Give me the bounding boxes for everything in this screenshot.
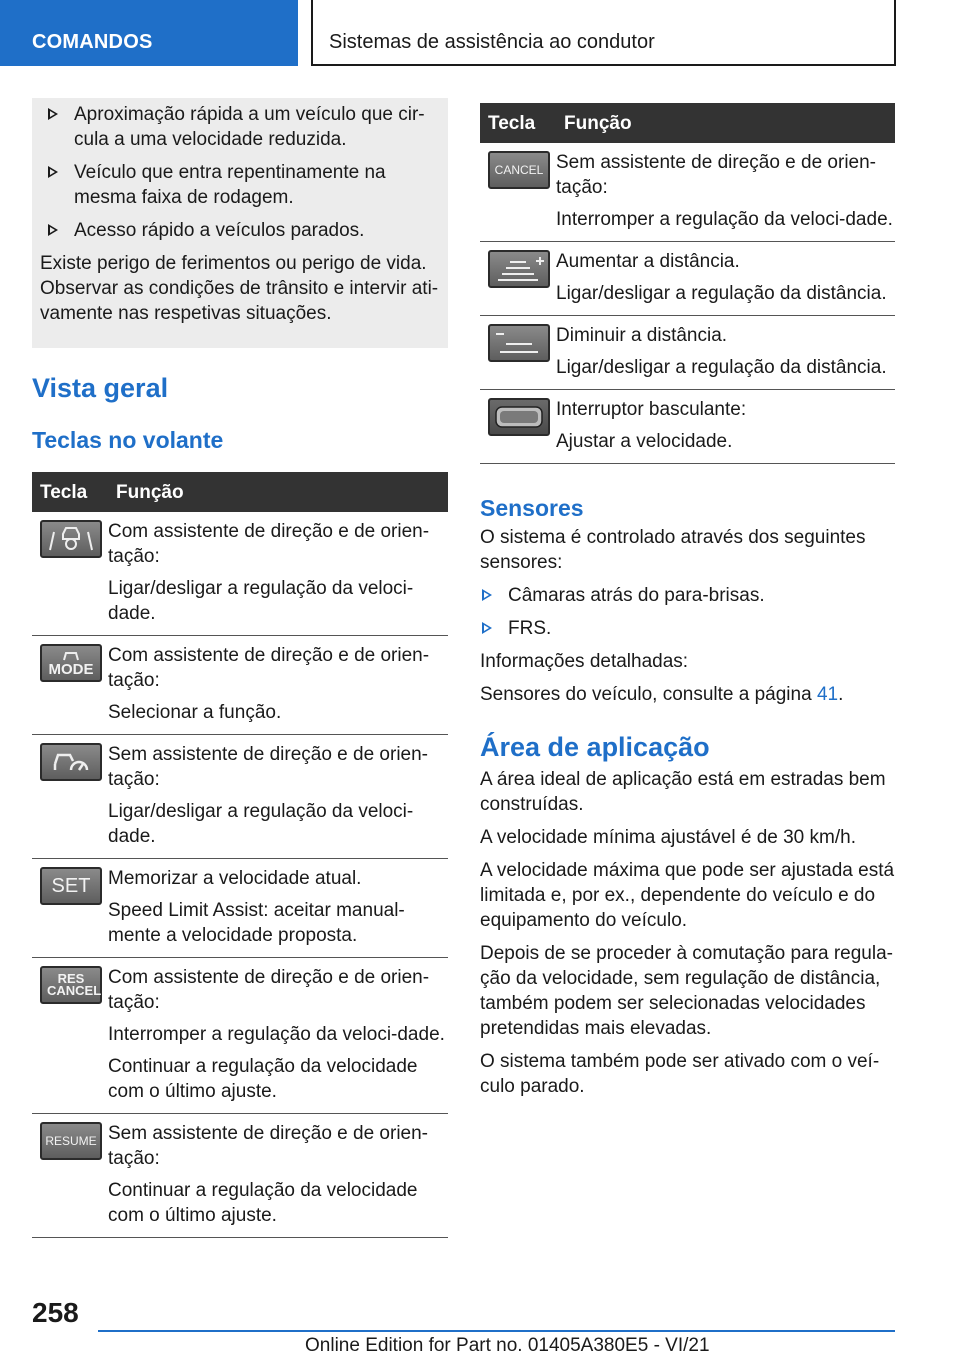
function-text: Ligar/desligar a regulação da veloci-dade.	[108, 801, 414, 847]
table-row	[32, 636, 448, 735]
speed-control-icon	[40, 743, 102, 781]
overview-heading: Vista geral	[32, 373, 169, 403]
function-text: Com assistente de direção e de orien-tação:	[108, 645, 430, 691]
function-text: Sem assistente de direção e de orien-tação:	[108, 744, 429, 790]
table-row	[32, 1114, 448, 1238]
sensors-reference: Sensores do veículo, consulte a página 41.	[480, 684, 844, 705]
column-header-function: Função	[108, 472, 448, 512]
warning-item: Aproximação rápida a um veículo que cir-cula a uma velocidade reduzida.	[40, 102, 440, 152]
steering-keys-heading: Teclas no volante	[32, 427, 224, 453]
set-button-icon: SET	[40, 867, 102, 905]
triangle-bullet-icon	[48, 166, 58, 178]
function-text: Interruptor basculante:	[556, 399, 747, 420]
application-heading: Área de aplicação	[480, 732, 710, 762]
list-item: FRS.	[480, 616, 895, 641]
warning-box	[32, 98, 448, 348]
warning-item: Acesso rápido a veículos parados.	[40, 218, 440, 243]
table-row	[32, 735, 448, 859]
list-item: Câmaras atrás do para-brisas.	[480, 583, 895, 608]
application-paragraph: Depois de se proceder à comutação para regula-ção da velocidade, sem regulação de distância, também podem ser selecionadas velocidades pretendidas mais elevadas.	[480, 943, 893, 1039]
table-row	[480, 390, 895, 464]
chapter-header	[311, 0, 896, 66]
table-row	[32, 958, 448, 1114]
table-header-row	[32, 472, 448, 512]
function-text: Ajustar a velocidade.	[556, 431, 733, 452]
sensors-heading: Sensores	[480, 495, 584, 521]
footer-divider	[98, 1330, 895, 1332]
sensors-list	[480, 583, 895, 641]
page-number: 258	[32, 1297, 79, 1328]
function-text: Ligar/desligar a regulação da veloci-dade.	[108, 578, 414, 624]
function-text: Sem assistente de direção e de orien-tação:	[556, 152, 877, 198]
distance-decrease-icon	[488, 324, 550, 362]
triangle-bullet-icon	[48, 108, 58, 120]
triangle-bullet-icon	[48, 224, 58, 236]
rocker-switch-icon	[488, 398, 550, 436]
chapter-title: Sistemas de assistência ao condutor	[329, 31, 655, 53]
function-text: Selecionar a função.	[108, 702, 282, 723]
left-column	[32, 100, 448, 1238]
function-text: Com assistente de direção e de orien-tação:	[108, 521, 430, 567]
triangle-bullet-icon	[482, 622, 492, 634]
steering-keys-table-continued	[480, 103, 895, 464]
warning-item: Veículo que entra repentinamente na mesma faixa de rodagem.	[40, 160, 440, 210]
column-header-key: Tecla	[480, 103, 556, 143]
warning-list	[40, 102, 440, 243]
table-row	[32, 512, 448, 636]
steering-keys-table	[32, 472, 448, 1238]
application-paragraph: A velocidade mínima ajustável é de 30 km/h.	[480, 827, 856, 848]
function-text: Ligar/desligar a regulação da distância.	[556, 283, 887, 304]
function-text: Continuar a regulação da velocidade com o último ajuste.	[108, 1056, 418, 1102]
table-row	[480, 242, 895, 316]
sensors-intro: O sistema é controlado através dos seguintes sensores:	[480, 527, 866, 573]
function-text: Memorizar a velocidade atual.	[108, 868, 362, 889]
page-link[interactable]: 41	[816, 684, 839, 705]
function-text: Aumentar a distância.	[556, 251, 740, 272]
function-text: Continuar a regulação da velocidade com o último ajuste.	[108, 1180, 418, 1226]
function-text: Ligar/desligar a regulação da distância.	[556, 357, 887, 378]
application-paragraph: A área ideal de aplicação está em estradas bem construídas.	[480, 769, 886, 815]
distance-increase-icon	[488, 250, 550, 288]
section-title: COMANDOS	[32, 31, 153, 53]
function-text: Diminuir a distância.	[556, 325, 728, 346]
mode-button-icon: MODE	[40, 644, 102, 682]
edition-footer: Online Edition for Part no. 01405A380E5 - VI/21	[305, 1335, 710, 1356]
function-text: Interromper a regulação da veloci-dade.	[108, 1024, 445, 1045]
table-row	[480, 316, 895, 390]
table-header-row	[480, 103, 895, 143]
triangle-bullet-icon	[482, 589, 492, 601]
warning-text: Existe perigo de ferimentos ou perigo de vida. Observar as condições de trânsito e intervir ati-vamente nas respetivas situações.	[40, 253, 439, 324]
section-tab	[0, 0, 298, 66]
cancel-button-icon: CANCEL	[488, 151, 550, 189]
function-text: Sem assistente de direção e de orien-tação:	[108, 1123, 429, 1169]
resume-button-icon: RESUME	[40, 1122, 102, 1160]
steering-assist-icon	[40, 520, 102, 558]
table-row	[480, 143, 895, 242]
function-text: Interromper a regulação da veloci-dade.	[556, 209, 893, 230]
details-label: Informações detalhadas:	[480, 651, 689, 672]
column-header-function: Função	[556, 103, 895, 143]
function-text: Com assistente de direção e de orien-tação:	[108, 967, 430, 1013]
function-text: Speed Limit Assist: aceitar manual-mente a velocidade proposta.	[108, 900, 405, 946]
column-header-key: Tecla	[32, 472, 108, 512]
application-paragraph: A velocidade máxima que pode ser ajustada está limitada e, por ex., dependente do veículo e do equipamento do veículo.	[480, 860, 895, 931]
table-row	[32, 859, 448, 958]
right-column	[480, 100, 895, 1099]
application-paragraph: O sistema também pode ser ativado com o veí-culo parado.	[480, 1051, 880, 1097]
res-cancel-button-icon: RES CANCEL	[40, 966, 102, 1004]
